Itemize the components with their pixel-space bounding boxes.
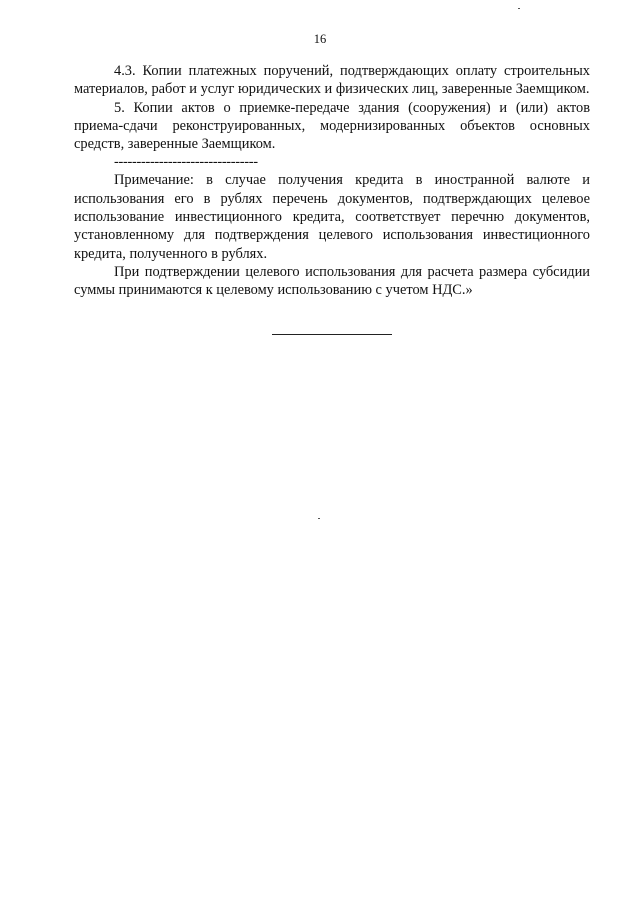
paragraph-5: 5. Копии актов о приемке-передаче здания (сооружения) и (или) актов приема-сдачи реконструированных, модернизированных объектов основных средств, заверенные Заемщиком. [74,99,590,153]
footnote-separator: -------------------------------- [114,154,258,171]
document-body [74,62,590,300]
vat-paragraph: При подтверждении целевого использования для расчета размера субсидии суммы принимаются к целевому использованию с учетом НДС.» [74,263,590,299]
scan-speck [318,518,320,519]
note-paragraph: Примечание: в случае получения кредита в иностранной валюте и использования его в рублях перечень документов, подтверждающих целевое использование инвестиционного кредита, соответствует перечню документов, установленному для подтверждения целевого использования инвестиционного кредита, полученного в рублях. [74,172,590,262]
page-number: 16 [313,32,327,46]
paragraph-4-3: 4.3. Копии платежных поручений, подтверждающих оплату строительных материалов, работ и услуг юридических и физических лиц, заверенные Заемщиком. [74,63,590,98]
scan-speck [518,8,520,9]
end-of-text-line [272,334,392,335]
